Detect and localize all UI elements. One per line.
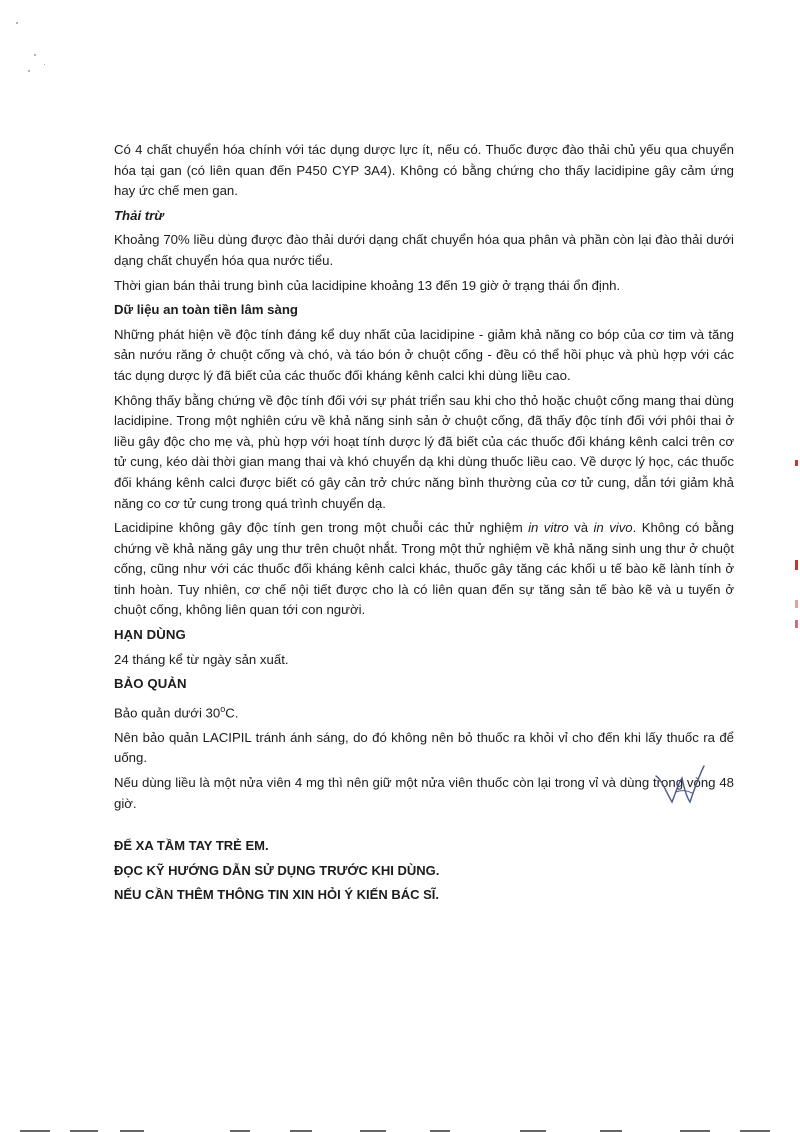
elimination-paragraph: Khoảng 70% liều dùng được đào thải dưới dạng chất chuyển hóa qua phân và phần còn lại đào thải dưới dạng chất chuyển hóa qua nước tiểu.	[114, 232, 734, 268]
metabolism-paragraph: Có 4 chất chuyển hóa chính với tác dụng dược lực ít, nếu có. Thuốc được đào thải chủ yếu qua chuyển hóa tại gan (có liên quan đến P450 CYP 3A4). Không có bằng chứng cho thấy lacidipine gây cảm ứng hay ức chế men gan.	[114, 142, 734, 199]
scan-speck	[28, 70, 30, 72]
page-edge-mark	[795, 600, 798, 608]
storage-temperature-text: Bảo quản dưới 30	[114, 705, 221, 721]
document-body	[114, 140, 734, 910]
storage-temperature-unit: C.	[225, 705, 239, 721]
half-life-paragraph: Thời gian bán thải trung bình của lacidipine khoảng 13 đến 19 giờ ở trạng thái ổn định.	[114, 277, 621, 293]
genotoxicity-text-end: . Không có bằng chứng về khả năng gây ung thư trên chuột nhắt. Trong một thử nghiệm về khả năng sinh ung thư ở chuột cống, cũng như với các thuốc đối kháng kênh calci khác, thuốc gây tăng các khối u tế bào kẽ lành tính ở tinh hoàn. Tuy nhiên, cơ chế nội tiết được cho là có liên quan đến sự tăng sản tế bào kẽ và u tuyến ở chuột cống, không liên quan tới con người.	[114, 520, 734, 618]
genotoxicity-text-and: và	[568, 520, 594, 536]
genotoxicity-text-start: Lacidipine không gây độc tính gen trong một chuỗi các thử nghiệm	[114, 520, 529, 536]
storage-light-paragraph: Nên bảo quản LACIPIL tránh ánh sáng, do đó không nên bỏ thuốc ra khỏi vỉ cho đến khi lấy thuốc ra để uống.	[114, 729, 734, 766]
in-vitro-term: in vitro	[528, 520, 569, 536]
page-edge-mark	[795, 460, 798, 466]
preclinical-heading: Dữ liệu an toàn tiền lâm sàng	[114, 302, 298, 318]
storage-heading: BẢO QUẢN	[114, 676, 187, 692]
scan-speck	[16, 22, 18, 24]
genotoxicity-paragraph	[114, 518, 734, 621]
scan-speck	[34, 54, 36, 56]
elimination-heading: Thải trừ	[114, 207, 164, 223]
warning-keep-away-children: ĐỂ XA TẦM TAY TRẺ EM.	[114, 838, 269, 854]
handwritten-signature-icon	[652, 762, 708, 817]
shelf-life-heading: HẠN DÙNG	[114, 627, 186, 643]
warnings-block	[114, 836, 734, 906]
scan-speck	[44, 64, 45, 65]
storage-half-tablet-paragraph: Nếu dùng liều là một nửa viên 4 mg thì nên giữ một nửa viên thuốc còn lại trong vỉ và dùng trong vòng 48 giờ.	[114, 775, 734, 811]
degree-sign: o	[220, 703, 226, 714]
reproduction-paragraph: Không thấy bằng chứng về độc tính đối với sự phát triển sau khi cho thỏ hoặc chuột cống mang thai dùng lacidipine. Trong một nghiên cứu về khả năng sinh sản ở chuột cống, đã thấy độc tính đối với phôi thai ở liều gây độc cho mẹ và, phù hợp với hoạt tính dược lý đã biết của các thuốc đối kháng kênh calci trên cơ tử cung, kéo dài thời gian mang thai và khó chuyển dạ khi dùng thuốc liều cao. Về dược lý học, các thuốc đối kháng kênh calci được biết có gây cản trở chức năng bình thường của cơ tử cung, dẫn tới giảm khả năng co cơ tử cung trong quá trình chuyển dạ.	[114, 392, 734, 511]
warning-read-instructions: ĐỌC KỸ HƯỚNG DẪN SỬ DỤNG TRƯỚC KHI DÙNG.	[114, 862, 440, 878]
toxicity-paragraph: Những phát hiện về độc tính đáng kể duy nhất của lacidipine - giảm khả năng co bóp của cơ tim và tăng sản nướu răng ở chuột cống và chó, và táo bón ở chuột cống - đều có thể hồi phục và phù hợp với các tác dụng dược lý đã biết của các thuốc đối kháng kênh calci khi dùng liều cao.	[114, 326, 734, 383]
page-edge-mark	[795, 560, 798, 570]
in-vivo-term: in vivo	[593, 520, 633, 536]
warning-ask-doctor: NẾU CẦN THÊM THÔNG TIN XIN HỎI Ý KIẾN BÁC SĨ.	[114, 887, 440, 903]
shelf-life-text: 24 tháng kể từ ngày sản xuất.	[114, 651, 289, 667]
page-edge-mark	[795, 620, 798, 628]
storage-temperature	[114, 699, 734, 724]
